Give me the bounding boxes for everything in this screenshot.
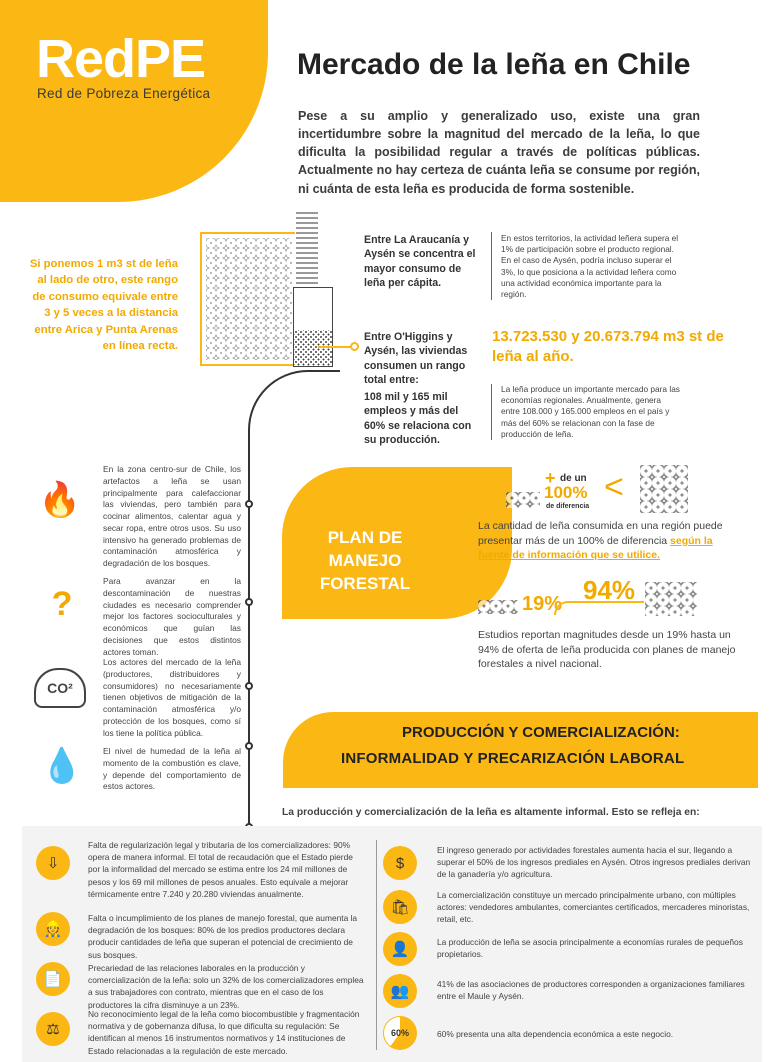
log-pile-large-icon: [645, 582, 697, 616]
people-question-icon: ?: [51, 584, 73, 623]
logo-subtitle: Red de Pobreza Energética: [37, 86, 211, 101]
right-item-urban-market: La comercialización constituye un mercado principalmente urbano, con múltiples actores: vendedores ambulantes, comerciantes certificados, mercaderes minoristas, retail, etc.: [437, 890, 750, 925]
log-icon: [506, 492, 540, 508]
column-divider: [376, 840, 377, 1050]
note-regional-participation: En estos territorios, la actividad leñera supera el 1% de participación sobre el producto regional. En el caso de Aysén, podría incluso superar el 3%, lo que posiciona a la actividad leñera como una actividad económica importante para la región.: [501, 233, 679, 299]
left-item-legal: No reconocimiento legal de la leña como biocombustible y fragmentación normativa y de gobernanza difusa, lo que dificulta su regulación: Se identifican al menos 16 instrumentos normativos y 14 instituciones de Estado relacionadas a la regulación de este mercado.: [88, 1009, 360, 1056]
informality-intro: La producción y comercialización de la leña es altamente informal. Esto se refleja en:: [282, 807, 700, 818]
big-range-value: 13.723.530 y 20.673.794 m3 st de leña al año.: [492, 328, 724, 366]
pct-100: 100%: [544, 483, 588, 502]
production-title: PRODUCCIÓN Y COMERCIALIZACIÓN:: [402, 724, 680, 741]
shopping-bag-icon: 🛍: [383, 890, 417, 924]
right-item-income: El ingreso generado por actividades forestales aumenta hacia el sur, llegando a superar el 50% de los ingresos prediales en Aysén. Otros ingresos prediales derivan de la ganadería y/o agricultura.: [437, 845, 751, 880]
cash-register-icon: $: [383, 846, 417, 880]
flow-node: [245, 500, 253, 508]
fireplace-icon: 🔥: [38, 481, 82, 519]
range-text: Estudios reportan magnitudes desde un 19% hasta un 94% de oferta de leña producida con planes de manejo forestales a nivel nacional.: [478, 629, 736, 671]
right-item-rural: La producción de leña se asocia principalmente a economías rurales de pequeños propietarios.: [437, 937, 743, 960]
diff-text: La cantidad de leña consumida en una región puede presentar más de un 100% de diferencia según la fuente de información que se utilice.: [478, 520, 723, 562]
distance-stat: Si ponemos 1 m3 st de leña al lado de otro, este rango de consumo equivale entre 3 y 5 veces a la distancia entre Arica y Punta Arenas en línea recta.: [29, 258, 178, 352]
production-subtitle: INFORMALIDAD Y PRECARIZACIÓN LABORAL: [341, 750, 685, 767]
group-icon: 👥: [383, 974, 417, 1008]
flow-curve: [248, 370, 340, 430]
label-employment: 108 mil y 165 mil empleos y más del 60% se relaciona con su producción.: [364, 391, 472, 446]
pointer-dot: [350, 342, 359, 351]
coins-down-icon: ⇩: [36, 846, 70, 880]
chevron-left-icon: <: [604, 468, 624, 506]
divider-line: [491, 232, 492, 300]
cloud-co2-icon: CO²: [34, 668, 86, 708]
plus-label: de un: [560, 473, 587, 484]
log-small-icon: [478, 600, 518, 614]
note-wood-uses: En la zona centro-sur de Chile, los artefactos a leña se usan principalmente para calefaccionar las viviendas, pero también para cocinar alimentos, calentar agua y secar ropa, entre otros usos. Su uso intensivo ha generado problemas de contaminación atmosférica y degradación de los bosques.: [103, 464, 241, 569]
note-humidity: El nivel de humedad de la leña al momento de la combustión es clave, y depende del comportamiento de estos actores.: [103, 746, 241, 792]
note-decontamination: Para avanzar en la descontaminación de nuestras ciudades es necesario comprender mejor los factores socioculturales y económicos que guían las decisiones que estos distintos actores toman.: [103, 576, 241, 657]
chimney-icon: [296, 212, 318, 287]
pct-94: 94%: [583, 575, 636, 605]
page-title: Mercado de la leña en Chile: [297, 48, 691, 81]
gavel-icon: ⚖: [36, 1012, 70, 1046]
diff-label: de diferencia: [546, 503, 590, 510]
divider-line: [491, 384, 492, 440]
log-pile-icon: [640, 465, 688, 513]
left-item-tax: Falta de regularización legal y tributaria de los comercializadores: 90% opera de manera informal. El total de recaudación que el Estado pierde por la informalidad del mercado se estima entre los 24 mil millones de pesos y los 69 mil millones de pesos anuales. Esto equivale a mejorar térmicamente entre 7.240 y 20.280 viviendas anualmente.: [88, 840, 353, 899]
note-employment: La leña produce un importante mercado para las economías regionales. Anualmente, genera entre 108.000 y 165.000 empleos en el país y más del 60% se relacionan con la fase de producción de leña.: [501, 384, 680, 439]
right-item-dependency: 60% presenta una alta dependencia económica a este negocio.: [437, 1029, 674, 1039]
logo-title: RedPE: [36, 29, 206, 89]
note-market-actors: Los actores del mercado de la leña (productores, distribuidores y consumidores) no necesariamente tienen objetivos de mitigación de la contaminación atmosférica y/o protección de los bosques, como sí los tiene la política pública.: [103, 657, 241, 738]
plus-icon: +: [545, 468, 556, 488]
wood-stack-icon: [206, 238, 292, 360]
worker-icon: 👷: [36, 912, 70, 946]
farmer-icon: 👤: [383, 932, 417, 966]
intro-paragraph: Pese a su amplio y generalizado uso, existe una gran incertidumbre sobre la magnitud del mercado de la leña, lo que dificulta la posibilidad regular a través de políticas públicas. Actualmente no hay certeza de cuánta leña se consume por región, ni cuánta de esta leña es producida de forma sostenible.: [298, 109, 700, 196]
flow-node: [245, 742, 253, 750]
left-item-labour: Precariedad de las relaciones laborales en la producción y comercialización de la leña: solo un 32% de los comercializadores emplea a sus trabajadores con contrato, mientras que en el caso de los productores la cifra disminuye a un 23%.: [88, 963, 364, 1010]
diff-link: según la fuente de información que se utilice.: [478, 534, 713, 562]
water-drops-icon: 💧: [40, 747, 84, 785]
contract-icon: 📄: [36, 962, 70, 996]
label-household-range: Entre O'Higgins y Aysén, las viviendas consumen un rango total entre:: [364, 331, 468, 386]
flow-node: [245, 682, 253, 690]
flow-node: [245, 598, 253, 606]
growth-curve: [554, 601, 644, 615]
plan-title: PLAN DE MANEJO FORESTAL: [319, 528, 411, 593]
pointer-line: [318, 346, 353, 348]
label-consumption-region: Entre La Araucanía y Aysén se concentra el mayor consumo de leña per cápita.: [364, 234, 476, 289]
right-item-associations: 41% de las asociaciones de productores corresponden a organizaciones familiares entre el Maule y Aysén.: [437, 979, 745, 1002]
wood-fill-icon: [294, 330, 332, 366]
pie-60-icon: 60%: [383, 1016, 417, 1050]
pct-19: 19%: [522, 593, 563, 615]
left-item-forest-plans: Falta o incumplimiento de los planes de manejo forestal, que aumenta la degradación de los bosques: 80% de los predios productores declara producir cantidades de leña que superan el potencial de crecimiento de sus bosques.: [88, 913, 358, 960]
flow-line: [248, 430, 250, 828]
